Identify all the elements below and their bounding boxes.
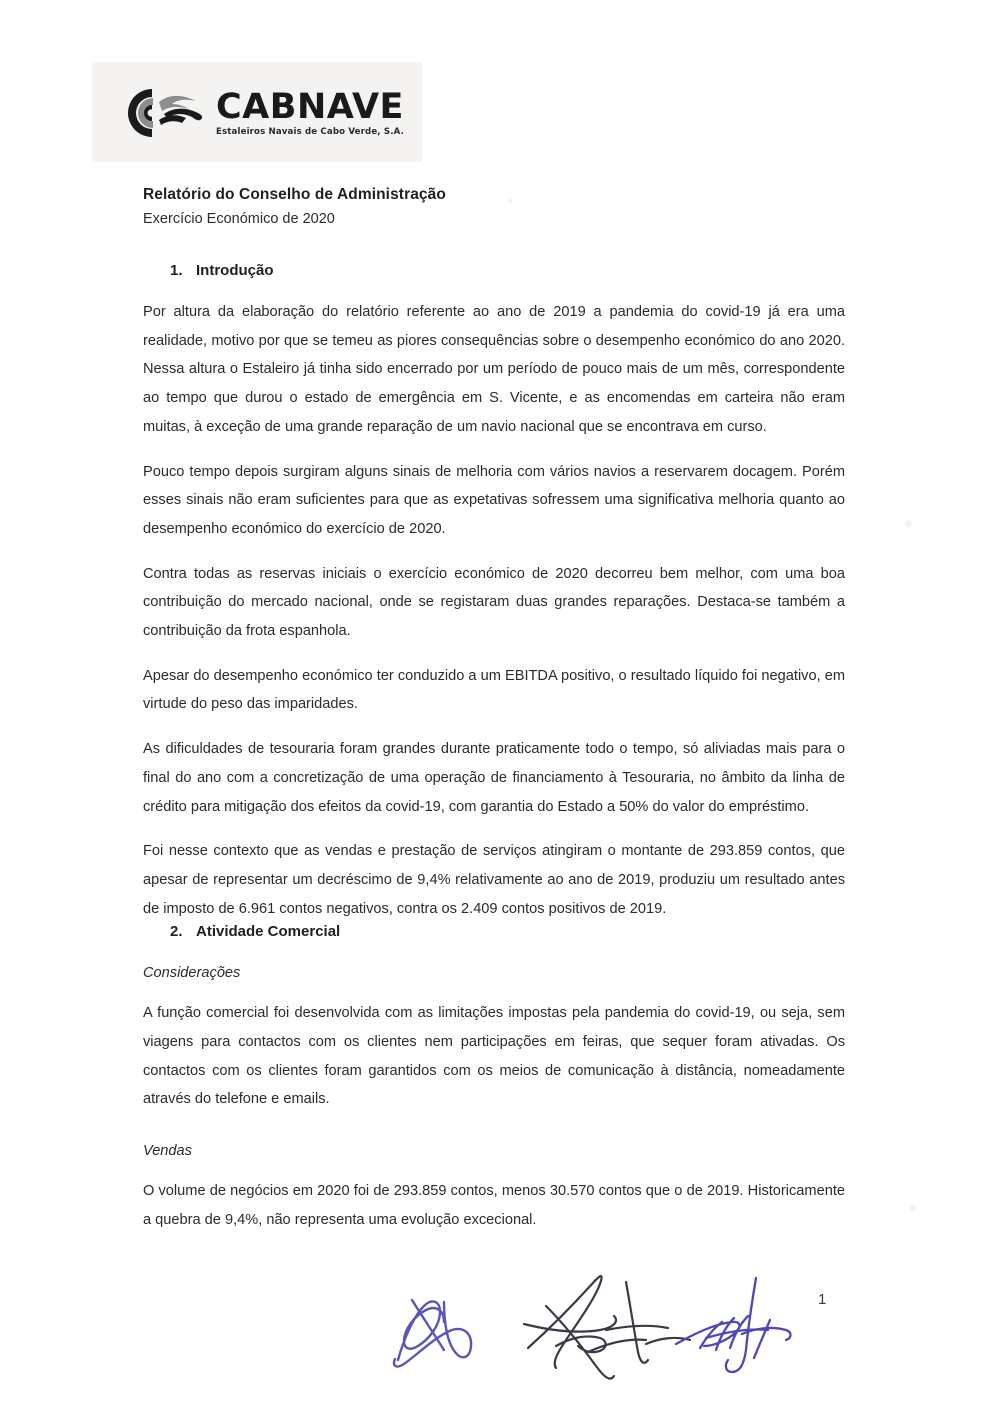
paragraph: Por altura da elaboração do relatório referente ao ano de 2019 a pandemia do covid-19 já era uma realidade, motivo por que se temeu as piores consequências sobre o desempenho económico do ano 2020. Nessa altura o Estaleiro já tinha sido encerrado por um período de pouco mais de um mês, correspondente ao tempo que durou o estado de emergência em S. Vicente, e as encomendas em carteira não eram muitas, à exceção de uma grande reparação de um navio nacional que se encontrava em curso.	[143, 304, 845, 435]
document-body	[143, 262, 845, 1235]
signature-1	[394, 1300, 471, 1366]
paragraph: As dificuldades de tesouraria foram grandes durante praticamente todo o tempo, só aliviadas mais para o final do ano com a concretização de uma operação de financiamento à Tesouraria, no âmbito da linha de crédito para mitigação dos efeitos da covid-19, com garantia do Estado a 50% do valor do empréstimo.	[143, 741, 845, 815]
logo-tagline: Estaleiros Navais de Cabo Verde, S.A.	[216, 126, 404, 137]
section-number: 2.	[170, 923, 183, 941]
section-title: Introdução	[196, 262, 274, 279]
logo-wordmark	[216, 86, 404, 137]
document-subtitle: Exercício Económico de 2020	[143, 211, 335, 227]
signature-2	[524, 1276, 690, 1378]
cabnave-logo-icon	[112, 84, 208, 142]
section-heading-introducao	[143, 262, 845, 279]
scan-speck	[508, 198, 513, 203]
logo-company-name: CABNAVE	[216, 86, 404, 127]
paragraph: O volume de negócios em 2020 foi de 293.859 contos, menos 30.570 contos que o de 2019. Historicamente a quebra de 9,4%, não representa uma evolução excecional.	[143, 1183, 845, 1228]
signature-3	[676, 1278, 791, 1372]
subsection-heading-vendas: Vendas	[143, 1143, 192, 1160]
paragraph: Foi nesse contexto que as vendas e prestação de serviços atingiram o montante de 293.859 contos, que apesar de representar um decréscimo de 9,4% relativamente ao ano de 2019, produziu um resultado antes de imposto de 6.961 contos negativos, contra os 2.409 contos positivos de 2019.	[143, 843, 845, 917]
paragraph: Pouco tempo depois surgiram alguns sinais de melhoria com vários navios a reservarem docagem. Porém esses sinais não eram suficientes para que as expetativas sofressem uma significativa melhoria quanto ao desempenho económico do exercício de 2020.	[143, 463, 845, 537]
document-title: Relatório do Conselho de Administração	[143, 186, 446, 203]
section-heading-atividade-comercial	[143, 923, 845, 940]
paragraph: Apesar do desempenho económico ter conduzido a um EBITDA positivo, o resultado líquido foi negativo, em virtude do peso das imparidades.	[143, 667, 845, 713]
paragraph: A função comercial foi desenvolvida com as limitações impostas pela pandemia do covid-19, ou seja, sem viagens para contactos com os clientes nem participações em feiras, que sequer foram ativadas. Os contactos com os clientes foram garantidos com os meios de comunicação à distância, nomeadamente através do telefone e emails.	[143, 1005, 845, 1108]
section-title: Atividade Comercial	[196, 923, 341, 941]
company-logo	[112, 82, 412, 144]
paragraph: Contra todas as reservas iniciais o exercício económico de 2020 decorreu bem melhor, com uma boa contribuição do mercado nacional, onde se registaram duas grandes reparações. Destaca-se também a contribuição da frota espanhola.	[143, 565, 845, 640]
section-number: 1.	[170, 262, 183, 279]
scan-speck	[905, 520, 912, 527]
page-number: 1	[818, 1291, 827, 1308]
subsection-heading-consideracoes: Considerações	[143, 965, 241, 982]
scan-speck	[910, 1205, 916, 1211]
